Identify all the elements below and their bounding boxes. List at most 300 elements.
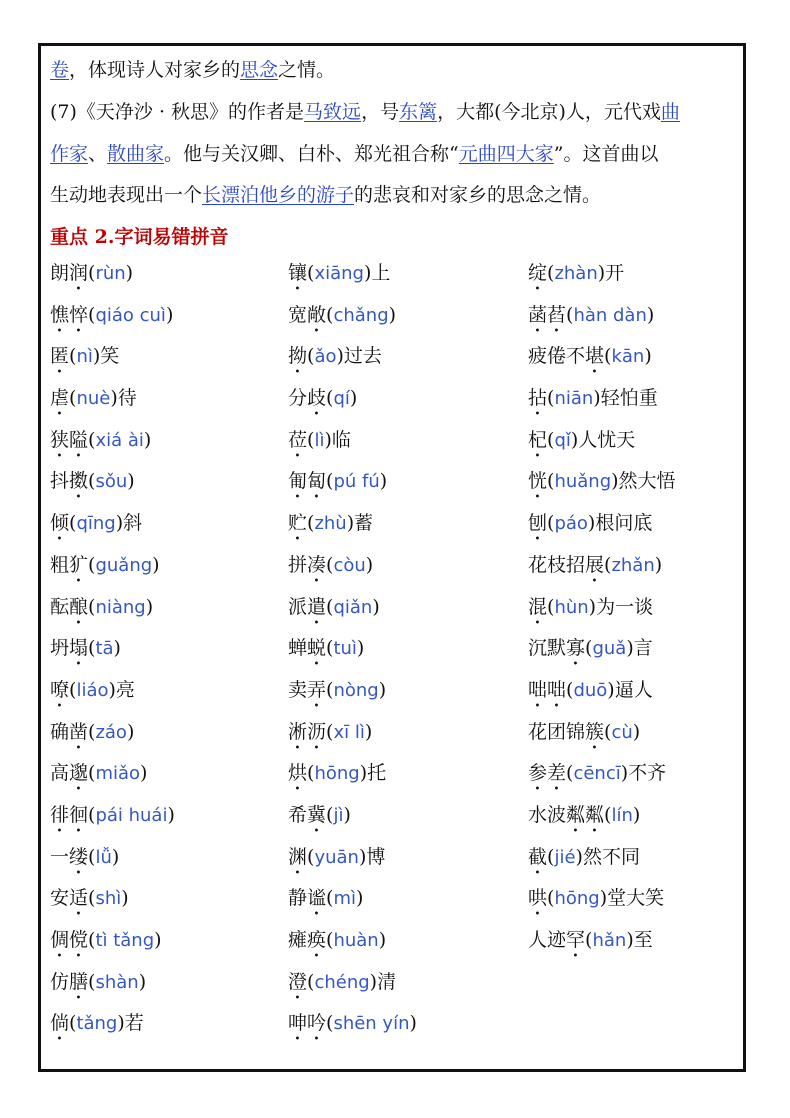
pinyin: ǎo: [314, 346, 337, 368]
word-text: 亮: [115, 678, 135, 701]
paren: ): [654, 553, 663, 576]
target-character: 谧: [307, 887, 327, 910]
target-character: 嘹: [50, 678, 70, 701]
word-text: 轻怕重: [600, 387, 658, 410]
vocab-entry: [528, 878, 664, 920]
intro-line-1: [50, 50, 750, 91]
vocab-entry: [50, 795, 175, 837]
pinyin: cēncī: [573, 763, 621, 785]
paren: ): [125, 262, 134, 284]
vocab-entry: [50, 878, 129, 920]
paren: (: [566, 678, 574, 701]
paren: (: [585, 637, 593, 660]
pinyin: liáo: [76, 679, 109, 701]
vocab-entry: [288, 628, 364, 670]
target-character: 适: [69, 887, 89, 910]
vocab-row: [50, 920, 750, 962]
section-heading: 重点 2.字词易错拼音: [50, 226, 229, 248]
paren: ): [575, 845, 583, 868]
word-text: 希: [288, 803, 308, 826]
paren: ): [140, 762, 148, 785]
paren: (: [69, 1012, 77, 1035]
target-character: 倘: [50, 1012, 70, 1035]
pinyin: pú fú: [333, 471, 380, 493]
text-segment: 的悲哀和对家乡的思念之情。: [354, 184, 602, 206]
pinyin: qiǎn: [333, 596, 373, 618]
word-text: 抖: [50, 470, 70, 493]
paren: ): [378, 678, 387, 701]
vocab-row: [50, 712, 750, 754]
word-text: 高: [50, 762, 70, 785]
word-text: 安: [50, 887, 70, 910]
target-character: 混: [528, 595, 548, 618]
word-text: 水波: [528, 803, 567, 826]
vocab-entry: [288, 837, 385, 879]
word-text: 花枝招: [528, 553, 586, 576]
pinyin: rùn: [95, 263, 126, 284]
target-character: 弄: [307, 678, 327, 701]
paren: (: [88, 637, 96, 660]
vocab-entry: [288, 420, 351, 462]
vocab-entry: [528, 336, 652, 378]
target-character: 镶: [288, 262, 308, 284]
pinyin: tā: [95, 638, 114, 660]
vocab-entry: [288, 1003, 417, 1045]
word-text: 待: [117, 387, 137, 410]
paren: ): [588, 595, 597, 618]
vocab-entry: [50, 378, 137, 420]
vocab-entry: [528, 837, 640, 879]
paren: ): [607, 678, 615, 701]
paren: ): [346, 512, 355, 535]
word-text: 然大悟: [618, 470, 676, 493]
paren: (: [326, 387, 334, 410]
word-text: 然不同: [582, 845, 640, 868]
paren: ): [626, 637, 634, 660]
vocab-entry: [50, 295, 173, 337]
target-character: 刨: [528, 512, 548, 535]
pinyin: tì tǎng: [95, 930, 155, 951]
paren: ): [597, 262, 606, 284]
vocab-row: [50, 253, 750, 295]
pinyin: miǎo: [95, 763, 141, 785]
word-text: 宽: [288, 303, 308, 326]
target-character: 润: [69, 262, 89, 284]
paren: ): [127, 470, 135, 493]
target-character: 淅沥: [288, 720, 327, 743]
pinyin: tǎng: [76, 1013, 118, 1035]
intro-line-2: [50, 92, 750, 133]
word-text: 卖: [288, 678, 308, 701]
paren: (: [604, 345, 612, 368]
paren: ): [167, 803, 175, 826]
vocab-entry: [50, 670, 135, 712]
pinyin: niàng: [95, 596, 146, 618]
pinyin: huǎng: [554, 471, 612, 493]
paren: (: [326, 887, 334, 910]
pinyin: shàn: [95, 971, 139, 993]
paren: ): [154, 929, 162, 951]
word-text: 不齐: [628, 762, 667, 785]
paren: (: [88, 262, 96, 284]
paren: ): [121, 887, 129, 910]
target-character: 恍: [528, 470, 548, 493]
word-text: 托: [367, 762, 387, 785]
vocab-row: [50, 628, 750, 670]
vocab-row: [50, 962, 750, 1004]
paren: ): [587, 512, 596, 535]
paren: (: [326, 1012, 334, 1035]
target-character: 寡: [566, 637, 586, 660]
target-character: 狭隘: [50, 428, 89, 451]
pinyin: hōng: [314, 763, 360, 785]
vocab-row: [50, 878, 750, 920]
pinyin: pái huái: [95, 804, 168, 826]
paren: (: [69, 512, 77, 535]
vocab-row: [50, 753, 750, 795]
paren: ): [113, 637, 121, 660]
paren: ): [409, 1012, 417, 1035]
paren: ): [343, 803, 351, 826]
paren: (: [604, 720, 612, 743]
paren: ): [363, 262, 372, 284]
vocab-entry: [50, 628, 121, 670]
intro-line-3: [50, 134, 750, 175]
paren: ): [378, 929, 387, 951]
vocab-entry: [50, 753, 147, 795]
pinyin: kān: [611, 346, 645, 368]
text-segment: (7)《天净沙 · 秋思》的作者是: [50, 101, 305, 123]
vocab-entry: [288, 587, 380, 629]
vocab-entry: [288, 795, 351, 837]
vocab-entry: [288, 753, 386, 795]
paren: (: [547, 428, 555, 451]
word-text: 斜: [123, 512, 143, 535]
paren: (: [326, 637, 334, 660]
paren: (: [547, 845, 555, 868]
paren: (: [307, 428, 315, 451]
pinyin: xiāng: [314, 263, 364, 284]
word-text: 仿: [50, 970, 70, 993]
pinyin: còu: [333, 554, 366, 576]
paren: ): [145, 595, 154, 618]
paren: (: [326, 678, 334, 701]
target-character: 匍匐: [288, 470, 327, 493]
vocab-entry: [50, 587, 153, 629]
vocab-row: [50, 461, 750, 503]
keyword-underlined: 马致远: [304, 101, 362, 123]
pinyin: qí: [333, 388, 350, 410]
vocab-entry: [50, 712, 134, 754]
vocab-entry: [288, 253, 390, 295]
pinyin: qǐ: [554, 429, 571, 451]
vocab-entry: [288, 545, 373, 587]
target-character: 簇: [585, 720, 605, 743]
vocab-entry: [50, 420, 151, 462]
pinyin: zhǎn: [611, 554, 655, 576]
paren: ): [611, 470, 619, 493]
word-text: 言: [633, 637, 653, 660]
paren: (: [88, 929, 96, 951]
paren: ): [359, 762, 368, 785]
paren: (: [604, 553, 612, 576]
paren: (: [307, 845, 315, 868]
pinyin: zhù: [314, 513, 347, 535]
target-character: 憔悴: [50, 303, 89, 326]
paren: ): [152, 553, 160, 576]
vocab-row: [50, 336, 750, 378]
target-character: 哄: [528, 887, 548, 910]
target-character: 拗: [288, 345, 308, 368]
pinyin: jì: [333, 804, 344, 826]
paren: ): [349, 387, 358, 410]
paren: (: [547, 887, 555, 910]
word-text: 蓄: [354, 512, 374, 535]
paren: ): [364, 720, 373, 743]
pinyin: qīng: [76, 513, 116, 535]
paren: (: [88, 470, 96, 493]
target-character: 凑: [307, 553, 327, 576]
pinyin: shēn yín: [333, 1013, 410, 1035]
vocab-row: [50, 503, 750, 545]
paren: ): [379, 470, 388, 493]
paren: (: [326, 595, 334, 618]
target-character: 擞: [69, 470, 89, 493]
paren: ): [644, 345, 652, 368]
paren: (: [69, 678, 77, 701]
paren: ): [92, 345, 101, 368]
pinyin: nòng: [333, 679, 379, 701]
pinyin: niān: [554, 388, 594, 410]
vocab-entry: [50, 253, 133, 295]
paren: (: [326, 720, 334, 743]
pinyin: nuè: [76, 388, 111, 410]
vocab-entry: [528, 253, 624, 295]
paren: ): [356, 637, 365, 660]
text-segment: 生动地表现出一个: [50, 184, 203, 206]
vocab-entry: [288, 378, 357, 420]
text-segment: ，体现诗人对家乡的: [69, 59, 241, 81]
paren: (: [88, 428, 96, 451]
paren: ): [599, 887, 608, 910]
paren: ): [117, 1012, 125, 1035]
vocab-entry: [50, 545, 160, 587]
keyword-underlined: 曲: [660, 101, 680, 123]
target-character: 展: [585, 553, 605, 576]
word-text: 过去: [343, 345, 382, 368]
target-character: 烘: [288, 762, 308, 785]
vocab-entry: [288, 336, 382, 378]
paren: ): [165, 303, 174, 326]
word-text: 至: [633, 929, 653, 951]
vocab-entry: [288, 295, 396, 337]
vocab-entry: [50, 837, 119, 879]
vocab-row: [50, 420, 750, 462]
word-text: 沉默: [528, 637, 567, 660]
word-text: 酝: [50, 595, 70, 618]
word-text: 一: [50, 845, 70, 868]
paren: (: [547, 262, 555, 284]
pinyin: huàn: [333, 930, 379, 951]
paren: (: [326, 553, 334, 576]
target-character: 塌: [69, 637, 89, 660]
pinyin: hǎn: [592, 930, 627, 951]
vocab-entry: [528, 753, 666, 795]
target-character: 凿: [69, 720, 89, 743]
paren: (: [88, 553, 96, 576]
keyword-underlined: 卷: [50, 59, 70, 81]
target-character: 杞: [528, 428, 548, 451]
pinyin: nì: [76, 346, 93, 368]
pinyin: duō: [573, 679, 608, 701]
paren: (: [547, 470, 555, 493]
word-text: 蝉: [288, 637, 308, 660]
pinyin: lì: [314, 429, 325, 451]
target-character: 拈: [528, 387, 548, 410]
target-character: 菡萏: [528, 303, 567, 326]
pinyin: zhàn: [554, 263, 598, 284]
vocab-row: [50, 378, 750, 420]
word-text: 堂大笑: [607, 887, 665, 910]
text-segment: 之情。: [278, 59, 336, 81]
paren: (: [566, 762, 574, 785]
target-character: 咄咄: [528, 678, 567, 701]
vocab-entry: [528, 503, 652, 545]
pinyin: qiáo cuì: [95, 304, 166, 326]
paren: (: [566, 303, 574, 326]
target-character: 渊: [288, 845, 308, 868]
paren: ): [143, 428, 152, 451]
target-character: 膳: [69, 970, 89, 993]
pinyin: yuān: [314, 846, 359, 868]
target-character: 痪: [307, 929, 327, 951]
target-character: 冀: [307, 803, 327, 826]
pinyin: guǎ: [592, 638, 627, 660]
vocab-entry: [288, 461, 387, 503]
paren: (: [326, 303, 334, 326]
paren: ): [111, 845, 120, 868]
word-text: 花团锦: [528, 720, 586, 743]
vocab-entry: [50, 920, 162, 962]
vocab-row: [50, 1003, 750, 1045]
pinyin: xiá ài: [95, 429, 144, 451]
pinyin: xī lì: [333, 721, 365, 743]
word-text: 清: [377, 970, 397, 993]
vocab-entry: [50, 503, 142, 545]
keyword-underlined: 作家: [50, 143, 89, 165]
paren: (: [88, 887, 96, 910]
paren: (: [307, 512, 315, 535]
keyword-underlined: 思念: [240, 59, 279, 81]
paren: (: [88, 762, 96, 785]
word-text: 疲倦不: [528, 345, 586, 368]
paren: ): [365, 553, 374, 576]
vocab-entry: [528, 295, 654, 337]
vocab-entry: [288, 920, 386, 962]
target-character: 罕: [566, 929, 586, 951]
paren: ): [388, 303, 397, 326]
target-character: 邈: [69, 762, 89, 785]
paren: ): [115, 512, 124, 535]
paren: ): [336, 345, 344, 368]
target-character: 澄: [288, 970, 308, 993]
pinyin: jié: [554, 846, 576, 868]
vocab-entry: [288, 878, 363, 920]
word-text: 坍: [50, 637, 70, 660]
paren: (: [547, 387, 555, 410]
target-character: 贮: [288, 512, 308, 535]
paren: ): [369, 970, 378, 993]
vocab-entry: [528, 587, 653, 629]
vocab-entry: [288, 712, 372, 754]
word-text: 拼: [288, 553, 308, 576]
word-text: 笑: [100, 345, 120, 368]
target-character: 匿: [50, 345, 70, 368]
paren: (: [69, 387, 77, 410]
pinyin: chéng: [314, 971, 370, 993]
target-character: 敞: [307, 303, 327, 326]
word-text: 瘫: [288, 929, 308, 951]
pinyin: mì: [333, 888, 356, 910]
target-character: 徘徊: [50, 803, 89, 826]
paren: ): [358, 845, 367, 868]
vocab-entry: [528, 378, 658, 420]
word-text: 人忧天: [578, 428, 636, 451]
paren: (: [88, 803, 96, 826]
pinyin: lǚ: [95, 846, 112, 868]
vocab-entry: [288, 670, 386, 712]
word-text: 根问底: [595, 512, 653, 535]
pinyin: chǎng: [333, 304, 389, 326]
target-character: 蜕: [307, 637, 327, 660]
vocab-row: [50, 837, 750, 879]
paren: (: [585, 929, 593, 951]
word-text: 派: [288, 595, 308, 618]
vocab-row: [50, 795, 750, 837]
pinyin: sǒu: [95, 471, 128, 493]
vocab-entry: [288, 503, 373, 545]
target-character: 缕: [69, 845, 89, 868]
target-character: 歧: [307, 387, 327, 410]
keyword-underlined: 东篱: [399, 101, 438, 123]
paren: (: [326, 929, 334, 951]
vocab-entry: [50, 336, 119, 378]
target-character: 遣: [307, 595, 327, 618]
word-text: 人迹: [528, 929, 567, 951]
vocab-entry: [528, 920, 653, 962]
target-character: 堪: [585, 345, 605, 368]
text-segment: 。他与关汉卿、白朴、郑光祖合称“: [164, 143, 459, 165]
word-text: 确: [50, 720, 70, 743]
pinyin: shì: [95, 888, 122, 910]
vocab-entry: [50, 1003, 144, 1045]
paren: (: [604, 803, 612, 826]
paren: (: [547, 512, 555, 535]
paren: (: [88, 303, 96, 326]
word-text: 粗: [50, 553, 70, 576]
paren: ): [356, 887, 364, 910]
paren: ): [593, 387, 601, 410]
paren: (: [88, 970, 96, 993]
paren: (: [326, 803, 334, 826]
word-text: 逼人: [614, 678, 653, 701]
pinyin: záo: [95, 721, 127, 743]
paren: (: [547, 595, 555, 618]
vocab-row: [50, 670, 750, 712]
target-character: 莅: [288, 428, 308, 451]
vocab-entry: [528, 628, 653, 670]
paren: ): [372, 595, 380, 618]
